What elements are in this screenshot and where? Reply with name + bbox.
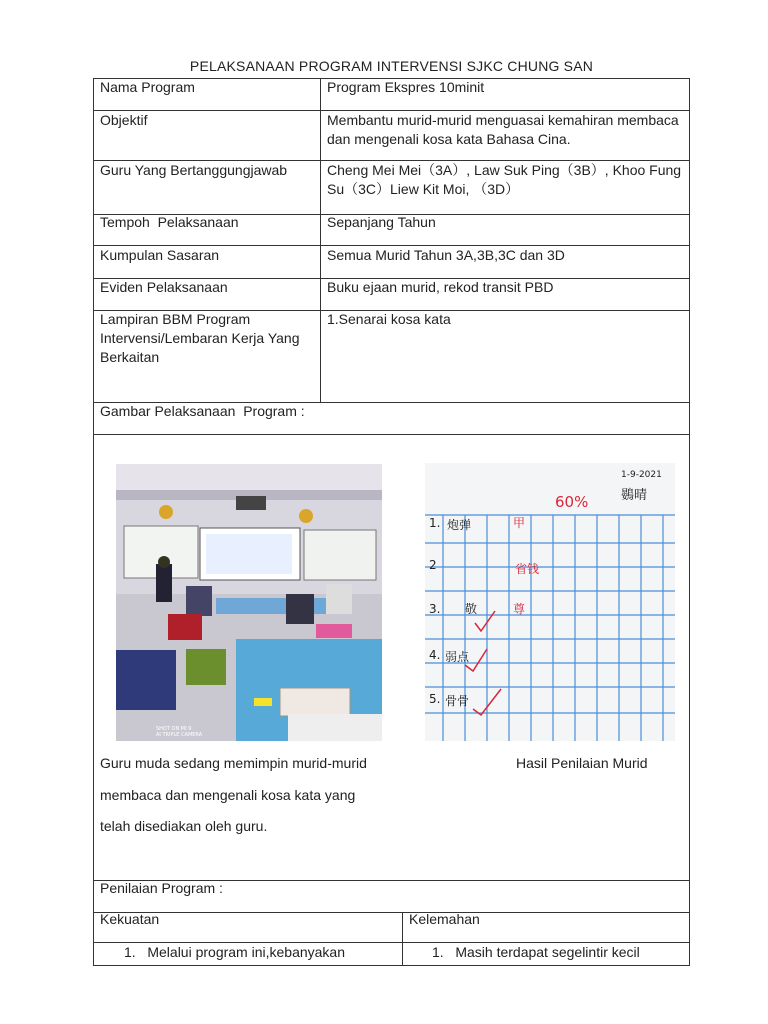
caption-left-line-1: Guru muda sedang memimpin murid-murid: [100, 755, 367, 771]
row-tempoh-value: Sepanjang Tahun: [327, 214, 436, 230]
svg-text:尊: 尊: [513, 602, 526, 616]
svg-text:AI TRIPLE CAMERA: AI TRIPLE CAMERA: [156, 732, 203, 738]
svg-text:省钱: 省钱: [515, 562, 540, 576]
row-guru-value: Cheng Mei Mei（3A）, Law Suk Ping（3B）, Khoo Fung Su（3C）Liew Kit Moi, （3D）: [327, 162, 682, 197]
kekuatan-header: Kekuatan: [100, 911, 160, 927]
caption-left-line-2: membaca dan mengenali kosa kata yang: [100, 787, 356, 803]
svg-text:鷃晴: 鷃晴: [621, 488, 648, 503]
row-eviden-label: Eviden Pelaksanaan: [100, 279, 228, 295]
caption-left-line-3: telah disediakan oleh guru.: [100, 818, 268, 834]
row-nama-program-label: Nama Program: [100, 79, 195, 95]
kelemahan-item-1: 1. Masih terdapat segelintir kecil: [432, 944, 640, 960]
worksheet-photo: [425, 463, 675, 741]
row-kumpulan-value: Semua Murid Tahun 3A,3B,3C dan 3D: [327, 247, 565, 263]
svg-text:骨骨: 骨骨: [445, 694, 470, 708]
row-objektif-value: Membantu murid-murid menguasai kemahiran membaca dan mengenali kosa kata Bahasa Cina.: [327, 112, 679, 147]
svg-text:敬: 敬: [465, 602, 478, 616]
svg-text:1-9-2021: 1-9-2021: [621, 470, 662, 480]
row-lampiran-label: Lampiran BBM Program Intervensi/Lembaran Kerja Yang Berkaitan: [100, 311, 300, 365]
kelemahan-header: Kelemahan: [409, 911, 480, 927]
kekuatan-item-1: 1. Melalui program ini,kebanyakan: [124, 944, 346, 960]
svg-text:60%: 60%: [555, 493, 589, 511]
row-tempoh-label: Tempoh Pelaksanaan: [100, 214, 239, 230]
svg-text:炮弹: 炮弹: [447, 518, 472, 532]
svg-text:弱点: 弱点: [445, 650, 470, 664]
caption-right: Hasil Penilaian Murid: [516, 755, 648, 771]
svg-text:3.: 3.: [429, 602, 441, 616]
svg-text:4.: 4.: [429, 648, 441, 662]
row-guru-label: Guru Yang Bertanggungjawab: [100, 162, 288, 178]
svg-text:甲: 甲: [513, 516, 526, 530]
svg-text:1.: 1.: [429, 516, 441, 530]
classroom-photo: [116, 464, 382, 741]
row-objektif-label: Objektif: [100, 112, 148, 128]
row-eviden-value: Buku ejaan murid, rekod transit PBD: [327, 279, 554, 295]
gallery-heading: Gambar Pelaksanaan Program :: [100, 403, 305, 419]
document-title: PELAKSANAAN PROGRAM INTERVENSI SJKC CHUNG SAN: [189, 58, 594, 74]
svg-text:2: 2: [429, 558, 437, 572]
row-lampiran-value: 1.Senarai kosa kata: [327, 311, 451, 327]
row-nama-program-value: Program Ekspres 10minit: [327, 79, 485, 95]
row-kumpulan-label: Kumpulan Sasaran: [100, 247, 220, 263]
svg-text:5.: 5.: [429, 692, 441, 706]
svg-text:SHOT ON MI 9: SHOT ON MI 9: [156, 726, 192, 732]
evaluation-heading: Penilaian Program :: [100, 880, 223, 896]
